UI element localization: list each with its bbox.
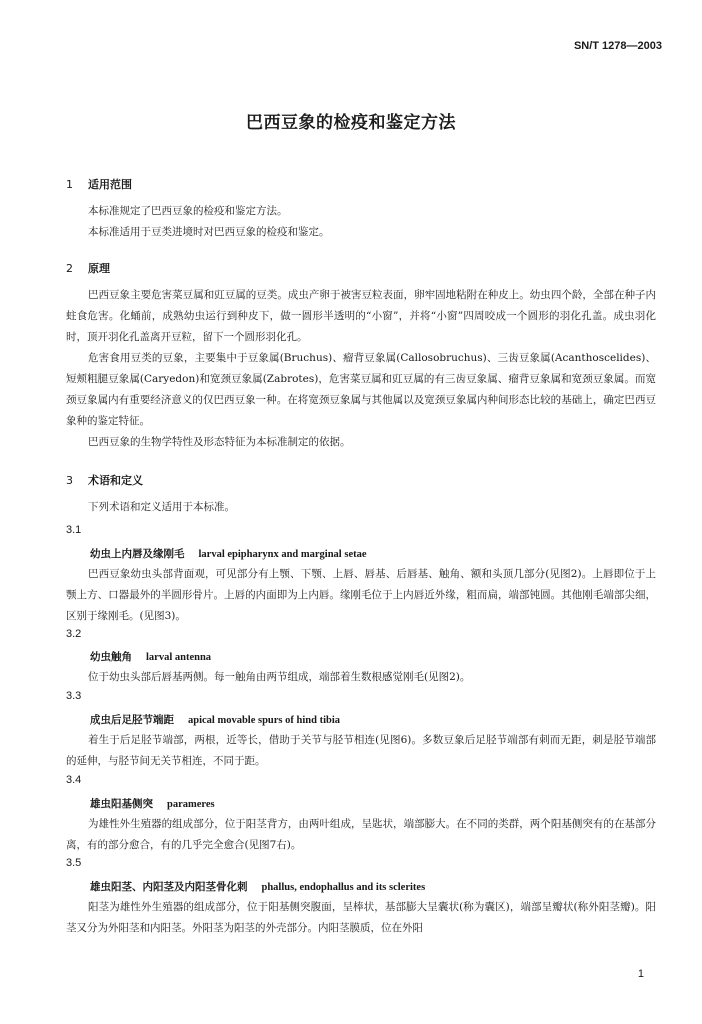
section-2-heading (66, 260, 110, 276)
paragraph: 危害食用豆类的豆象，主要集中于豆象属(Bruchus)、瘤背豆象属(Callosobruchus)、三齿豆象属(Acanthoscelides)、短颊粗腿豆象属(Caryedon)和宽颈豆象属(Zabrotes)，危害菜豆属和豇豆属的有三齿豆象属、瘤背豆象属和宽颈豆象属。而宽颈豆象属内有重要经济意义的仅巴西豆象一种。在将宽颈豆象属与其他属以及宽颈豆象属内种间形态比较的基础上，确定巴西豆象种的鉴定特征。 (66, 352, 656, 427)
section-number: 1 (66, 178, 73, 191)
paragraph: 本标准规定了巴西豆象的检疫和鉴定方法。 (88, 205, 288, 217)
term-en: phallus, endophallus and its sclerites (261, 882, 426, 893)
term-en: larval epipharynx and marginal setae (198, 549, 367, 560)
term-number: 3.4 (66, 774, 82, 786)
term-definition: 位于幼虫头部后唇基两侧。每一触角由两节组成，端部着生数根感觉刚毛(见图2)。 (88, 671, 471, 683)
term-heading (90, 546, 367, 561)
term-heading (90, 796, 215, 811)
term-number: 3.1 (66, 524, 82, 536)
term-heading (90, 649, 211, 664)
section-1-body (66, 201, 656, 243)
section-number: 3 (66, 474, 73, 487)
term-number: 3.2 (66, 628, 82, 640)
term-en: larval antenna (146, 652, 212, 663)
term-heading (90, 712, 340, 727)
page-number: 1 (637, 968, 644, 980)
section-3-heading (66, 472, 143, 488)
paragraph: 本标准适用于豆类进境时对巴西豆象的检疫和鉴定。 (88, 226, 330, 238)
section-title: 术语和定义 (88, 474, 143, 487)
section-number: 2 (66, 262, 73, 275)
term-cn: 雄虫阳茎、内阳茎及内阳茎骨化刺 (90, 881, 248, 893)
term-en: parameres (167, 799, 215, 810)
paragraph: 巴西豆象的生物学特性及形态特征为本标准制定的依据。 (88, 436, 351, 448)
term-en: apical movable spurs of hind tibia (188, 715, 340, 726)
term-number: 3.3 (66, 690, 82, 702)
section-title: 适用范围 (88, 178, 132, 191)
section-2-body (66, 285, 656, 453)
standard-code: SN/T 1278—2003 (573, 40, 662, 52)
term-cn: 幼虫上内唇及缘刚毛 (90, 548, 185, 560)
term-cn: 成虫后足胫节端距 (90, 714, 174, 726)
term-cn: 雄虫阳基侧突 (90, 798, 153, 810)
term-heading (90, 879, 425, 894)
term-definition: 为雄性外生殖器的组成部分，位于阳茎背方，由两叶组成，呈匙状，端部膨大。在不同的类群，两个阳基侧突有的在基部分离，有的部分愈合，有的几乎完全愈合(见图7右)。 (66, 818, 656, 851)
document-title: 巴西豆象的检疫和鉴定方法 (246, 113, 456, 133)
term-cn: 幼虫触角 (90, 651, 132, 663)
term-definition: 巴西豆象幼虫头部背面观，可见部分有上颚、下颚、上唇、唇基、后唇基、触角、额和头顶几部分(见图2)。上唇即位于上颚上方、口器最外的半圆形骨片。上唇的内面即为上内唇。缘刚毛位于上内唇近外缘，粗而扁，端部钝圆。其他刚毛端部尖细，区别于缘刚毛。(见图3)。 (66, 568, 656, 622)
section-title: 原理 (88, 262, 110, 275)
section-1-heading (66, 176, 132, 192)
paragraph: 巴西豆象主要危害菜豆属和豇豆属的豆类。成虫产卵于被害豆粒表面，卵牢固地粘附在种皮上。幼虫四个龄，全部在种子内蛀食危害。化蛹前，成熟幼虫运行到种皮下，做一圆形半透明的“小窗”，并将“小窗”四周咬成一个圆形的羽化孔盖。成虫羽化时，顶开羽化孔盖离开豆粒，留下一个圆形羽化孔。 (66, 289, 656, 343)
paragraph: 下列术语和定义适用于本标准。 (88, 501, 235, 513)
term-definition: 着生于后足胫节端部，两根，近等长，借助于关节与胫节相连(见图6)。多数豆象后足胫节端部有刺而无距，刺是胫节端部的延伸，与胫节间无关节相连，不同于距。 (66, 734, 656, 767)
section-3-body (66, 497, 656, 518)
term-definition: 阳茎为雄性外生殖器的组成部分，位于阳基侧突腹面，呈棒状，基部膨大呈囊状(称为囊区)，端部呈瓣状(称外阳茎瓣)。阳茎又分为外阳茎和内阳茎。外阳茎为阳茎的外壳部分。内阳茎膜质，位在外阳 (66, 901, 656, 934)
term-number: 3.5 (66, 857, 82, 869)
